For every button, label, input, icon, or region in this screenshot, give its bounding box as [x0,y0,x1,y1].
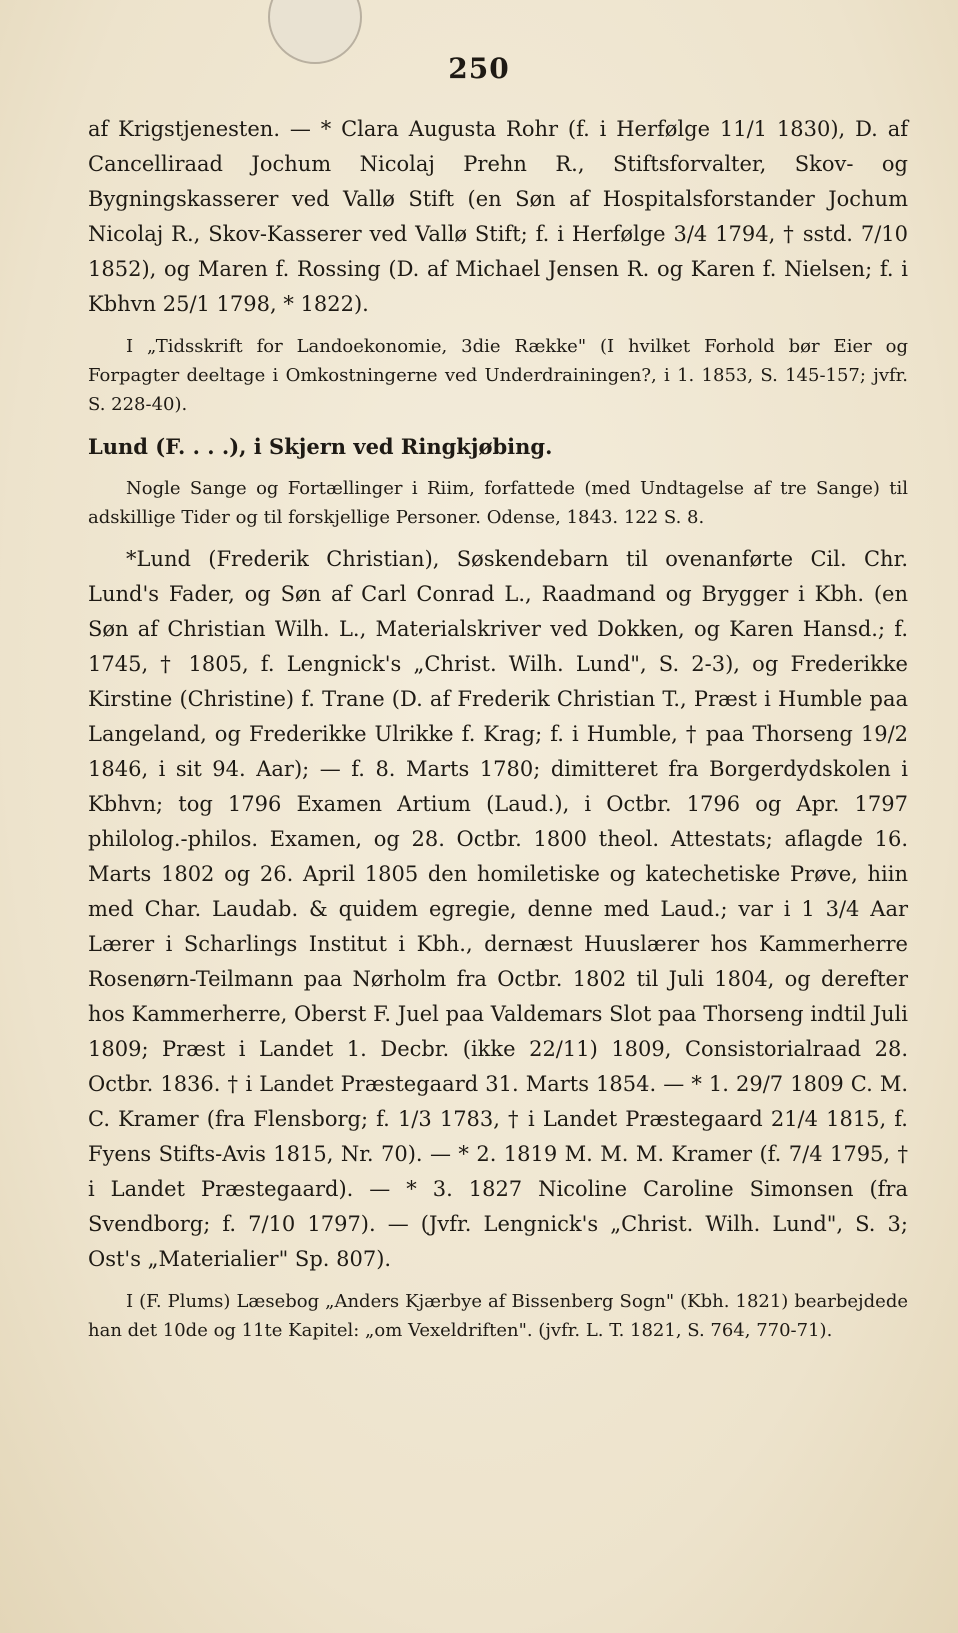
page-number: 250 [448,52,510,85]
paragraph-nogle-sange: Nogle Sange og Fortællinger i Riim, forfattede (med Undtagelse af tre Sange) til adskillige Tider og til forskjellige Personer. Odense, 1843. 122 S. 8. [88,478,908,528]
entry-heading-lund-f: Lund (F. . . .), i Skjern ved Ringkjøbing. [88,434,553,459]
paragraph-rohr-entry: af Krigstjenesten. — * Clara Augusta Rohr (f. i Herfølge 11/1 1830), D. af Cancelliraad Jochum Nicolaj Prehn R., Stiftsforvalter, Skov- og Bygningskasserer ved Vallø Stift (en Søn af Hospitalsforstander Jochum Nicolaj R., Skov-Kasserer ved Vallø Stift; f. i Herfølge 3/4 1794, † sstd. 7/10 1852), og Maren f. Rossing (D. af Michael Jensen R. og Karen f. Nielsen; f. i Kbhvn 25/1 1798, * 1822). [88,117,908,316]
page-text [88,112,908,1355]
paragraph-tidsskrift-citation: I „Tidsskrift for Landoekonomie, 3die Række" (I hvilket Forhold bør Eier og Forpagter deeltage i Omkostningerne ved Underdrainingen?, i 1. 1853, S. 145-157; jvfr. S. 228-40). [88,336,908,415]
paragraph-lund-frederik-christian: *Lund (Frederik Christian), Søskendebarn til ovenanførte Cil. Chr. Lund's Fader, og Søn af Carl Conrad L., Raadmand og Brygger i Kbh. (en Søn af Christian Wilh. L., Materialskriver ved Dokken, og Karen Hansd.; f. 1745, † 1805, f. Lengnick's „Christ. Wilh. Lund", S. 2-3), og Frederikke Kirstine (Christine) f. Trane (D. af Frederik Christian T., Præst i Humble paa Langeland, og Frederikke Ulrikke f. Krag; f. i Humble, † paa Thorseng 19/2 1846, i sit 94. Aar); — f. 8. Marts 1780; dimitteret fra Borgerdydskolen i Kbhvn; tog 1796 Examen Artium (Laud.), i Octbr. 1796 og Apr. 1797 philolog.-philos. Examen, og 28. Octbr. 1800 theol. Attestats; aflagde 16. Marts 1802 og 26. April 1805 den homiletiske og katechetiske Prøve, hiin med Char. Laudab. & quidem egregie, denne med Laud.; var i 1 3/4 Aar Lærer i Scharlings Institut i Kbh., dernæst Huuslærer hos Kammerherre Rosenørn-Teilmann paa Nørholm fra Octbr. 1802 til Juli 1804, og derefter hos Kammerherre, Oberst F. Juel paa Valdemars Slot paa Thorseng indtil Juli 1809; Præst i Landet 1. Decbr. (ikke 22/11) 1809, Consistorialraad 28. Octbr. 1836. † i Landet Præstegaard 31. Marts 1854. — * 1. 29/7 1809 C. M. C. Kramer (fra Flensborg; f. 1/3 1783, † i Landet Præstegaard 21/4 1815, f. Fyens Stifts-Avis 1815, Nr. 70). — * 2. 1819 M. M. M. Kramer (f. 7/4 1795, † i Landet Præstegaard). — * 3. 1827 Nicoline Caroline Simonsen (fra Svendborg; f. 7/10 1797). — (Jvfr. Lengnick's „Christ. Wilh. Lund", S. 3; Ost's „Materialier" Sp. 807). [88,547,908,1271]
paragraph-laesebog-citation: I (F. Plums) Læsebog „Anders Kjærbye af Bissenberg Sogn" (Kbh. 1821) bearbejdede han det 10de og 11te Kapitel: „om Vexeldriften". (jvfr. L. T. 1821, S. 764, 770-71). [88,1291,908,1341]
